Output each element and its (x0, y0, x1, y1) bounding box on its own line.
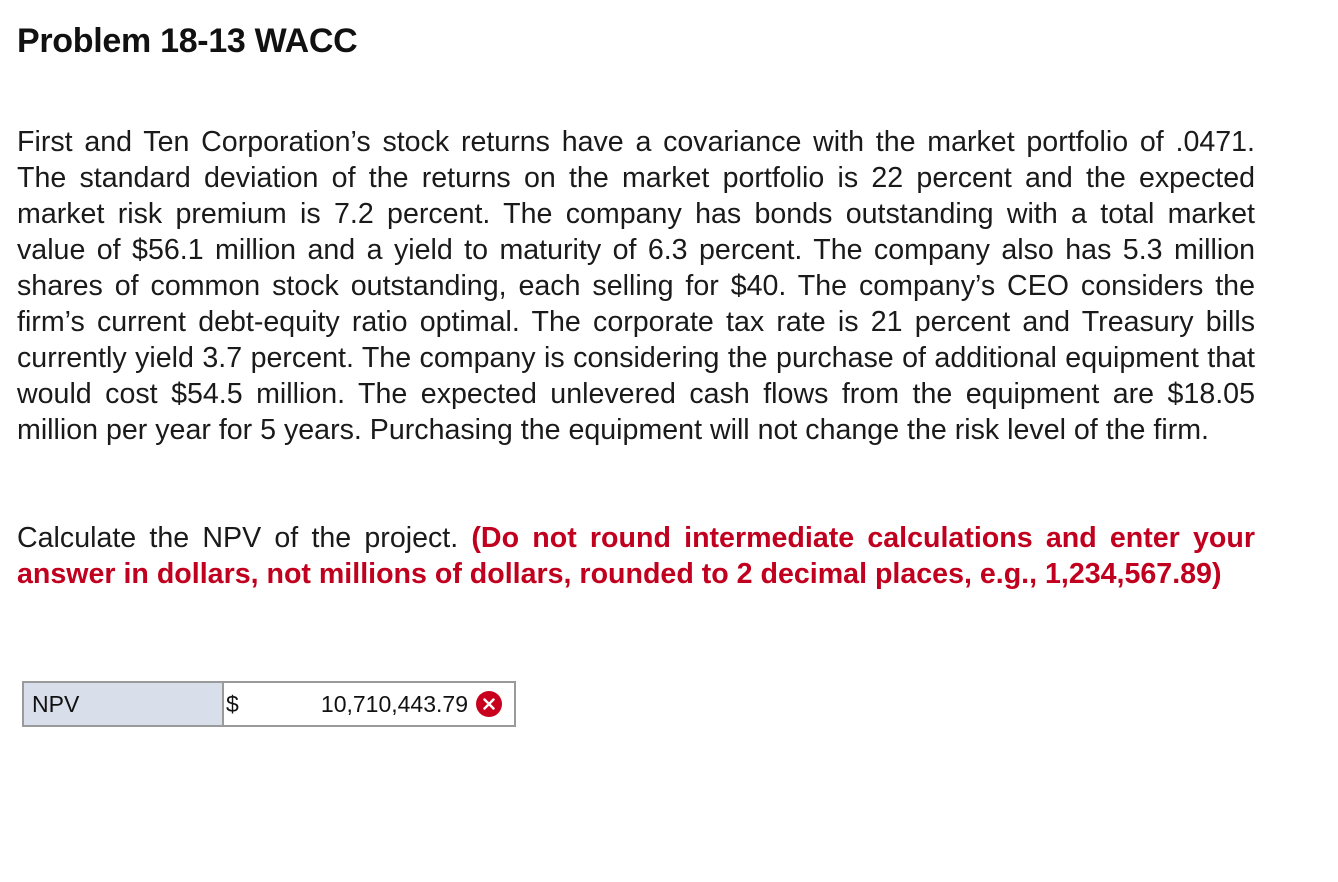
npv-label: NPV (24, 683, 224, 725)
answer-table (22, 681, 516, 727)
instruction-note: (Do not round intermediate calculations and enter your answer in dollars, not millions of dollars, rounded to 2 decimal places, e.g., 1,234,567.89) (17, 522, 1255, 590)
problem-statement: First and Ten Corporation’s stock returns have a covariance with the market portfolio of .0471. The standard deviation of the returns on the market portfolio is 22 percent and the expected market risk premium is 7.2 percent. The company has bonds outstanding with a total market value of $56.1 million and a yield to maturity of 6.3 percent. The company also has 5.3 million shares of common stock outstanding, each selling for $40. The company’s CEO considers the firm’s current debt-equity ratio optimal. The corporate tax rate is 21 percent and Treasury bills currently yield 3.7 percent. The company is considering the purchase of additional equipment that would cost $54.5 million. The expected unlevered cash flows from the equipment are $18.05 million per year for 5 years. Purchasing the equipment will not change the risk level of the firm. (17, 126, 1255, 446)
instruction-paragraph (17, 520, 1255, 592)
problem-title: Problem 18-13 WACC (17, 22, 358, 60)
currency-symbol: $ (226, 690, 239, 717)
incorrect-x-icon (476, 691, 502, 717)
instruction-text: Calculate the NPV of the project. (17, 522, 459, 554)
npv-input[interactable] (244, 686, 468, 722)
answer-cell (224, 683, 514, 725)
